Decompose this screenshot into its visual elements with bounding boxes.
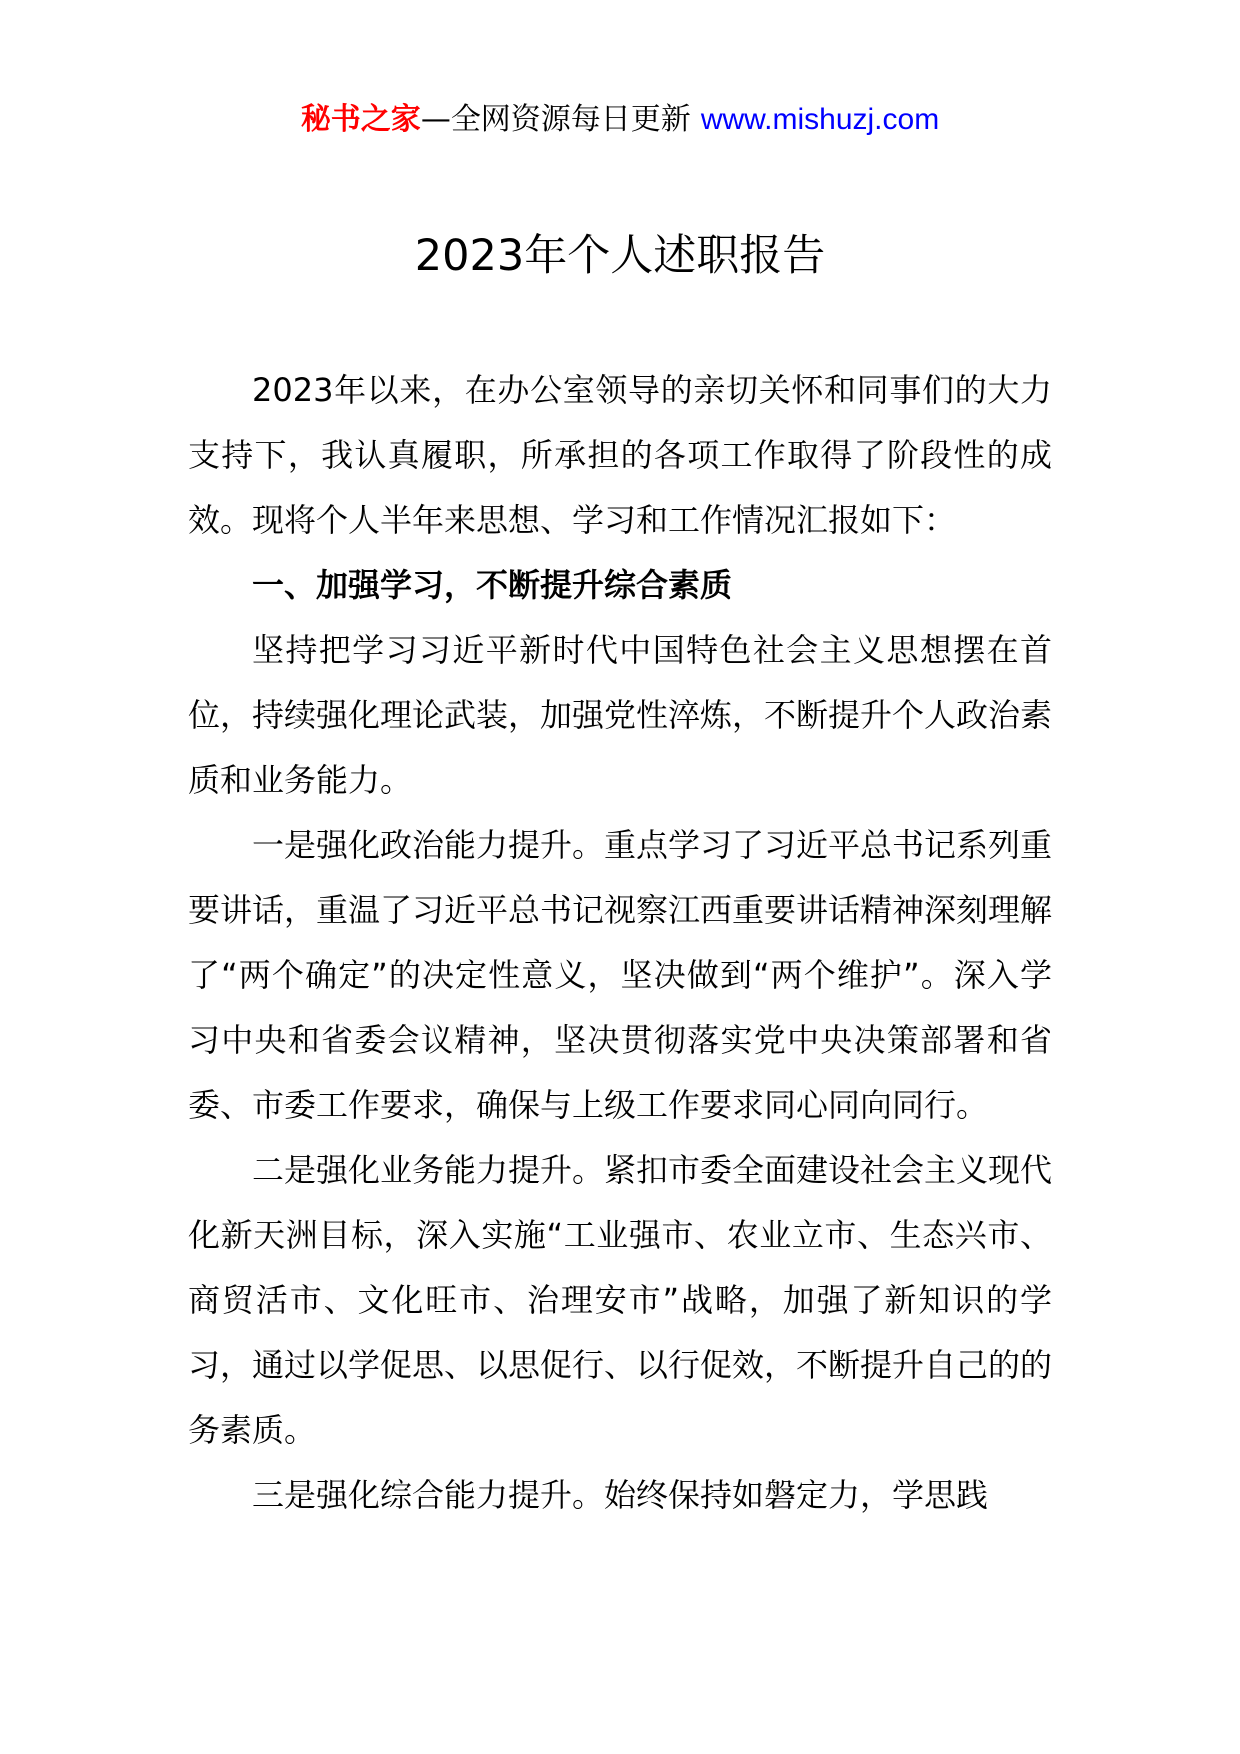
brand-name: 秘书之家 [300,102,421,137]
business-ability-paragraph: 二是强化业务能力提升。紧扣市委全面建设社会主义现代化新天洲目标，深入实施“工业强市、农业立市、生态兴市、商贸活市、文化旺市、治理安市”战略，加强了新知识的学习，通过以学促思、以思促行、以行促效，不断提升自己的的务素质。 [188,1151,1053,1449]
document-body [188,358,1052,1528]
site-url-link[interactable]: www.mishuzj.com [700,103,940,136]
document-title: 2023年个人述职报告 [414,231,826,281]
intro-paragraph: 2023年以来，在办公室领导的亲切关怀和同事们的大力支持下，我认真履职，所承担的各项工作取得了阶段性的成效。现将个人半年来思想、学习和工作情况汇报如下： [188,371,1052,539]
header-tagline: —全网资源每日更新 [420,102,691,137]
section-heading-1: 一、加强学习，不断提升综合素质 [252,566,733,604]
comprehensive-ability-paragraph: 三是强化综合能力提升。始终保持如磐定力，学思践 [252,1476,989,1514]
site-header [0,100,1240,140]
section-1-intro-paragraph: 坚持把学习习近平新时代中国特色社会主义思想摆在首位，持续强化理论武装，加强党性淬炼，不断提升个人政治素质和业务能力。 [188,631,1053,799]
political-ability-paragraph: 一是强化政治能力提升。重点学习了习近平总书记系列重要讲话，重温了习近平总书记视察江西重要讲话精神深刻理解了“两个确定”的决定性意义，坚决做到“两个维护”。深入学习中央和省委会议精神，坚决贯彻落实党中央决策部署和省委、市委工作要求，确保与上级工作要求同心同向同行。 [188,826,1053,1124]
